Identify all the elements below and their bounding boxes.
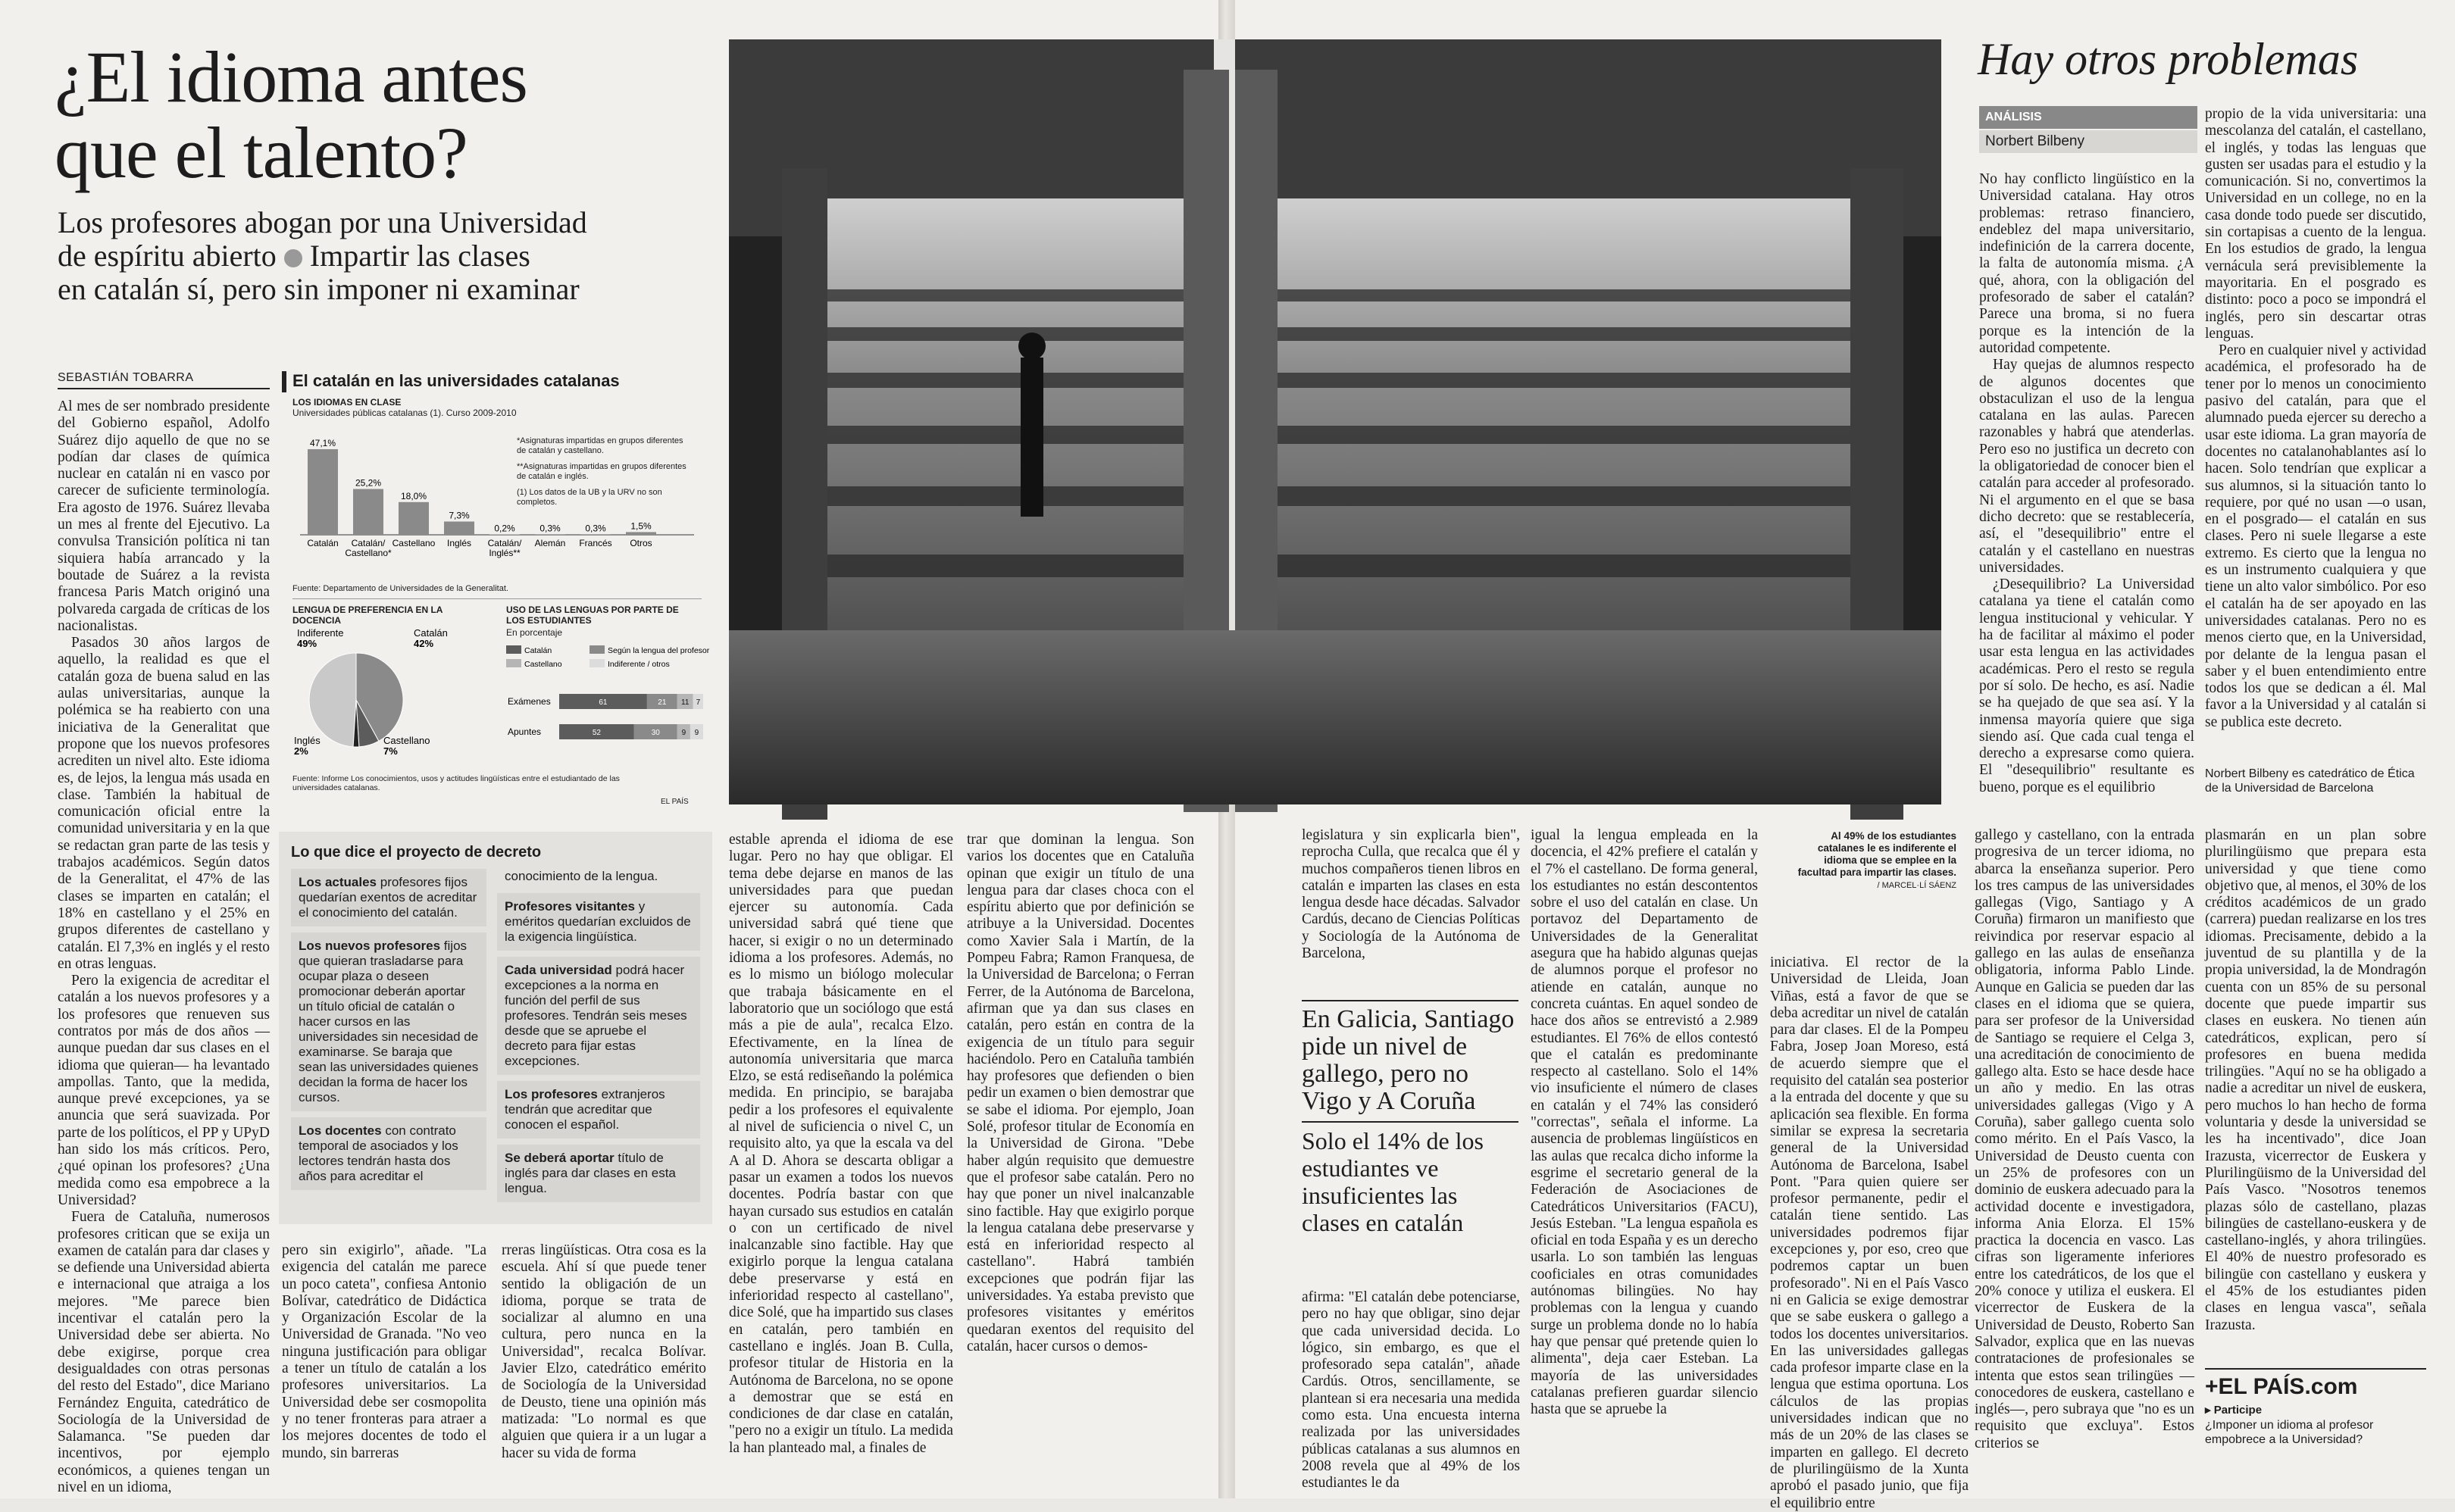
deck	[58, 206, 724, 306]
decree-item-head: Cada universidad	[505, 963, 612, 977]
decree-item-head: Los nuevos profesores	[299, 939, 440, 953]
deck-line-3: en catalán sí, pero sin imponer ni examinar	[58, 273, 724, 306]
infographic-marker	[282, 371, 286, 392]
decree-item-head: Los profesores	[505, 1087, 598, 1101]
note: (1) Los datos de la UB y la URV no son completos.	[517, 488, 691, 508]
decree-box	[279, 832, 712, 1224]
decree-item-head: Los docentes	[299, 1123, 382, 1138]
pie-label: Inglés	[294, 735, 321, 746]
decree-item	[497, 957, 700, 1075]
category-label: Alemán	[535, 538, 566, 548]
article-col-6	[1302, 827, 1520, 994]
paragraph: Fuera de Cataluña, numerosos profesores critican que se exija un examen de catalán para dar clases y se defiende una Universidad abierta e internacional que atraiga a los mejores. "Me parece bien incentivar el catalán pero la Universidad debe ser abierta. No debe exigirse, porque crea desigualdades con otras personas del resto del Estado", dice Mariano Fernández Enguita, catedrático de Sociología de la Universidad de Salamanca. "Se pueden dar incentivos, por ejemplo económicos, a quienes tengan un nivel en un idioma,	[58, 1209, 270, 1496]
segment-value: 7	[696, 698, 701, 707]
segment-value: 9	[695, 729, 699, 737]
category-label: Catalán/	[352, 538, 386, 548]
legend-label: Catalán	[524, 646, 552, 655]
paragraph: legislatura y sin explicarla bien", reprocha Culla, que recalca que él y muchos compañeros tienen libros en catalán e imparten las clases en esta lengua desde hace décadas. Salvador Cardús, decano de Ciencias Políticas y Sociología de la Autónoma de Barcelona,	[1302, 827, 1520, 962]
chart3-title: USO DE LAS LENGUAS POR PARTE DE LOS ESTUDIANTES	[506, 604, 696, 626]
deck-line-2b: Impartir las clases	[310, 239, 530, 273]
category-label: Catalán	[307, 538, 338, 548]
pie-label: Indiferente	[297, 627, 343, 639]
bar-value-label: 47,1%	[310, 438, 336, 448]
category-label: Castellano*	[345, 548, 392, 558]
decree-item	[291, 933, 486, 1111]
bar-value-label: 1,5%	[630, 520, 652, 531]
decree-col-left	[291, 869, 486, 1208]
note: **Asignaturas impartidas en grupos diferentes de catalán e inglés.	[517, 462, 691, 482]
classroom-photo	[729, 39, 1941, 804]
article-col-1	[58, 398, 270, 1482]
pie-label: Catalán	[414, 627, 448, 639]
decree-item	[497, 1081, 700, 1139]
decree-item	[497, 869, 700, 887]
bar	[444, 521, 474, 535]
paragraph: igual la lengua empleada en la docencia, el 42% prefiere el catalán y el 7% el castellano. De forma general, los estudiantes no están descontentos sobre el uso del catalán en clase. Un portavoz del Departamento de Universidades de la Generalitat asegura que ha habido algunas quejas de alumnos porque el profesor no atiende en catalán, aunque no concreta cuántas. En aquel sondeo de hace dos años se entrevistó a 2.989 estudiantes. El 76% de ellos contestó que el catalán es predominante respecto al castellano. Solo el 14% vio insuficiente el número de clases en catalán y el 74% las consideró "correctas", señala el informe. La ausencia de problemas lingüísticos en las aulas que recalca dicho informe la esgrime el secretario general de la Federación de Asociaciones de Catedráticos Universitarios (FACU), Jesús Esteban. "La lengua española es oficial en toda España y es un derecho usarla. Lo son también las lenguas cooficiales en otras comunidades autónomas bilingües. No hay problemas con la lengua y cuando surge un problema donde no lo había hay que pensar qué pretende quien lo alimenta", deja caer Esteban. La mayoría de las universidades catalanas prefieren guardar silencio hasta que se apruebe la	[1531, 827, 1758, 1418]
bar	[399, 502, 429, 535]
decree-item	[497, 1145, 700, 1202]
analysis-tag-label: ANÁLISIS	[1985, 111, 2042, 123]
segment-value: 52	[593, 729, 602, 737]
analysis-tag	[1979, 106, 2197, 129]
article-col-9	[1770, 954, 1969, 1486]
bar	[580, 534, 611, 535]
bar-value-label: 18,0%	[401, 491, 427, 501]
pie-value: 2%	[294, 745, 308, 757]
headline-line-2: que el talento?	[55, 115, 721, 191]
paragraph: No hay conflicto lingüístico en la Universidad catalana. Hay otros problemas: retraso financiero, endeblez del mapa universitario, indefinición de la carrera docente, la falta de autonomía misma. ¿A qué, ahora, con la obligación del profesorado de saber el catalán? Parece una broma, si no fuera porque es la intención de la autoridad competente.	[1979, 171, 2194, 357]
promo-logo: +EL PAÍS.com	[2205, 1374, 2426, 1400]
bar-value-label: 25,2%	[355, 478, 381, 489]
photo-caption	[1793, 830, 1956, 892]
decree-item-text: conocimiento de la lengua.	[505, 869, 658, 883]
galicia-heading: En Galicia, Santiago pide un nivel de gallego, pero no Vigo y A Coruña	[1302, 1000, 1518, 1115]
decree-item-text: fijos que quieran trasladarse para ocupar plaza o deseen promocionar deberán aportar un título oficial de catalán o hacer cursos en las universidades sin necesidad de examinarse. Se baraja que sean las universidades quienes decidan la forma de hacer los cursos.	[299, 939, 478, 1104]
decree-title: Lo que dice el proyecto de decreto	[291, 844, 700, 861]
headline-line-1: ¿El idioma antes	[55, 39, 721, 115]
legend-label: Castellano	[524, 660, 562, 669]
decree-item-head: Se deberá aportar	[505, 1151, 615, 1165]
pie-chart-preferencia	[292, 630, 467, 767]
article-col-2	[282, 1242, 486, 1485]
paragraph: Pero la exigencia de acreditar el catalán a los nuevos profesores y a los profesores que renueven sus contratos por más de dos años —aunque puedan dar sus clases en el idioma que quieran— ha levantado ampollas. Tanto, que la medida, aunque prevé excepciones, ya se anuncia que será suavizada. Por parte de los políticos, el PP y UPyD han sido los más críticos. Pero, ¿qué opinan los profesores? ¿Una medida como esa empobrece a la Universidad?	[58, 973, 270, 1209]
category-label: Exámenes	[508, 696, 551, 707]
deck-line-1: Los profesores abogan por una Universidad	[58, 206, 724, 239]
category-label: Francés	[579, 538, 611, 548]
chart1-subtitle: Universidades públicas catalanas (1). Curso 2009-2010	[292, 408, 517, 418]
paragraph: ¿Desequilibrio? La Universidad catalana ya tiene el catalán como lengua institucional y vehicular. Y ha de facilitar al máximo el poder usar esta lengua en las actividades académicas. Pero el resto se regula por sí solo. De hecho, es así. Nadie se ha quejado de que sea así. Y la inmensa mayoría quiere que siga siendo así. Que cada cual tenga el derecho a expresarse como quiera. El "desequilibrio" resultante es bueno, porque es el equilibrio	[1979, 576, 2194, 796]
chart2-source: Fuente: Informe Los conocimientos, usos y actitudes lingüísticas entre el estudiantado de las universidades catalanas.	[292, 774, 626, 792]
article-col-3	[502, 1242, 706, 1485]
paragraph: trar que dominan la lengua. Son varios los docentes que en Cataluña opinan que exigir un título de una lengua para dar clases choca con el espíritu abierto que por definición se atribuye a la Universidad. Docentes como Xavier Sala i Martín, de la Pompeu Fabra; Ramon Franquesa, de la Universidad de Barcelona; o Ferran Ferrer, de la Autónoma de Barcelona, afirman que ya dan sus clases en catalán, pero están en contra de la exigencia de un título para seguir haciéndolo. Pero en Cataluña también hay profesores que defienden o bien pedir un examen o bien demostrar que se sabe el idioma. Por ejemplo, Joan Solé, profesor titular de Economía en la Universidad de Girona. "Debe haber algún requisito que demuestre que el profesor sabe catalán. Pero no hay que poner un nivel inalcanzable sino factible. Hay que exigirlo porque la lengua catalana debe preservarse y está en inferioridad respecto al castellano". Habrá también excepciones que podrán fijar las universidades. Ya estaba previsto que profesores visitantes y eméritos quedaran exentos del requisito del catalán, hacer cursos o demos-	[967, 832, 1194, 1355]
analysis-col-1	[1979, 171, 2194, 804]
pie-slice	[309, 653, 356, 747]
legend-swatch	[506, 659, 521, 667]
chart2-title: LENGUA DE PREFERENCIA EN LA DOCENCIA	[292, 604, 467, 626]
stacked-bar-estudiantes	[506, 641, 703, 754]
pie-value: 49%	[297, 638, 317, 649]
decree-item-text: profesores fijos quedarían exentos de acreditar el conocimiento del catalán.	[299, 875, 477, 920]
paragraph: pero sin exigirlo", añade. "La exigencia del catalán me parece un poco cateta", confiesa Antonio Bolívar, catedrático de Didáctica y Organización Escolar de la Universidad de Granada. "No veo ninguna justificación para obligar a tener un título de catalán a los profesores universitarios. La Universidad debe ser cosmopolita y no tener fronteras para atraer a los mejores docentes de todo el mundo, sin barreras	[282, 1242, 486, 1462]
paragraph: estable aprenda el idioma de ese lugar. Pero no hay que obligar. El tema debe dejarse en manos de las universidades para que puedan ejercer su autonomía. Cada universidad sabrá qué tiene que hacer, si exigir o no un determinado idioma a los profesores. Además, no es lo mismo un biólogo molecular que trabaja básicamente en el laboratorio que un sociólogo que está más a pie de aula", recalca Elzo. Efectivamente, en la línea de autonomía universitaria que marca Elzo, se está rediseñando la polémica medida. En principio, se barajaba pedir a los profesores el equivalente al nivel de suficiencia o nivel C, un requisito alto, ya que la escala va del A al D. Ahora se descarta obligar a pasar un examen a todos los nuevos docentes. Podría bastar con que hayan cursado sus estudios en catalán o con un certificado de nivel inalcanzable sino factible. Hay que exigirlo porque la lengua catalana debe preservarse y está en inferioridad respecto al castellano", dice Solé, que ha impartido sus clases en catalán, pero también en castellano e inglés. Joan B. Culla, profesor titular de Historia en la Autónoma de Barcelona, no se opone a demostrar que se está en condiciones de dar clase en catalán, "pero no a exigir un título. La medida la han planteado mal, a finales de	[729, 832, 953, 1457]
credit: EL PAÍS	[661, 797, 689, 808]
infographic	[282, 368, 706, 812]
decree-item-head: Profesores visitantes	[505, 899, 635, 914]
infographic-title: El catalán en las universidades catalanas	[292, 371, 620, 391]
article-col-8	[1531, 827, 1758, 1486]
legend-swatch	[590, 659, 605, 667]
decree-item-text: con contrato temporal de asociados y los lectores tendrán hasta dos años para acreditar el	[299, 1123, 458, 1183]
category-label: Inglés**	[489, 548, 521, 558]
paragraph: Pasados 30 años largos de aquello, la realidad es que el catalán goza de buena salud en las aulas universitarias, aunque la polémica se ha reabierto con una iniciativa de la Generalitat que propone que los nuevos profesores acrediten un nivel alto. Este idioma es, de lejos, la lengua más usada en clase. También la habitual de comunicación oficial entre la comunidad universitaria y en la que se redactan gran parte de las tesis y trabajos académicos. Según datos de la Generalitat, el 47% de las clases se imparten en catalán; el 18% en castellano y el 25% en grupos diferentes de castellano y catalán. El 7,3% en inglés y el resto en otras lenguas.	[58, 635, 270, 973]
article-col-5	[967, 832, 1194, 1485]
legend-swatch	[590, 645, 605, 654]
bar	[308, 449, 338, 535]
decree-col-right	[497, 869, 700, 1208]
category-label: Inglés	[447, 538, 471, 548]
decree-item-text: extranjeros tendrán que acreditar que conocen el español.	[505, 1087, 665, 1132]
article-col-11	[2205, 827, 2426, 1362]
note: *Asignaturas impartidas en grupos diferentes de catalán y castellano.	[517, 436, 691, 456]
category-label: Castellano	[392, 538, 436, 548]
chart1-title: LOS IDIOMAS EN CLASE	[292, 397, 401, 408]
decree-columns	[291, 869, 700, 1208]
paragraph: afirma: "El catalán debe potenciarse, pero no hay que obligar, sino dejar que cada universidad decida. Lo lógico, sin embargo, es que el profesorado sepa catalán", añade Cardús. Otros, sencillamente, se plantean si era necesaria una medida como esta. Una encuesta interna realizada por las universidades públicas catalanas a sus alumnos en 2008 revela que al 49% de los estudiantes le da	[1302, 1289, 1520, 1492]
bar	[353, 489, 383, 535]
article-col-10	[1975, 827, 2194, 1486]
legend-label: Según la lengua del profesor	[608, 646, 710, 655]
photo-illustration	[729, 39, 1941, 804]
category-label: Otros	[630, 538, 652, 548]
promo-question[interactable]: ¿Imponer un idioma al profesor empobrece a la Universidad?	[2205, 1418, 2426, 1447]
analysis-col-2	[2205, 106, 2426, 765]
paragraph: Pero en cualquier nivel y actividad académica, el profesorado ha de tener por lo menos un conocimiento pasivo del catalán, para que el alumnado pueda ejercer su derecho a usar este idioma. La gran mayoría de docentes no catalanohablantes así lo hacen. Solo tendrían que explicar a sus alumnos, si la situación tanto lo requiere, por qué no usan —o usan, en el posgrado— el catalán en sus clases. Pero ni suele llegarse a este extremo. Es cierto que la lengua no es un instrumento cualquiera y que tiene un alto valor simbólico. Por eso el catalán ha de ser apoyado en las universidades catalanas. Pero no es menos cierto que, en la Universidad, por delante de la lengua pasan el saber y el buen entendimiento entre todos los que se dedican a él. Mal favor a la Universidad y al catalán si se publica este decreto.	[2205, 342, 2426, 731]
byline: SEBASTIÁN TOBARRA	[58, 371, 270, 389]
decree-item	[291, 869, 486, 926]
bar-value-label: 0,3%	[539, 523, 561, 533]
bar	[535, 534, 565, 535]
segment-value: 21	[658, 698, 667, 707]
pull-heading: Solo el 14% de los estudiantes ve insuficientes las clases en catalán	[1302, 1121, 1518, 1236]
pie-value: 42%	[414, 638, 433, 649]
decree-item-text: podrá hacer excepciones a la norma en función del perfil de sus profesores. Tendrán seis meses desde que se apruebe el decreto para fijar estas excepciones.	[505, 963, 687, 1068]
deck-line-2: de espíritu abierto	[58, 239, 277, 273]
deck-line-2-wrap	[58, 239, 724, 273]
web-promo[interactable]	[2205, 1368, 2426, 1482]
paragraph: Al mes de ser nombrado presidente del Gobierno español, Adolfo Suárez dijo aquello de que no se podían dar clases de química nuclear en catalán ni en vasco por carecer de suficiente terminología. Era agosto de 1976. Suárez llevaba un mes al frente del Ejecutivo. La convulsa Transición política ni tan siquiera había arrancado y la boutade de Suárez a la revista francesa Paris Match originó una polvareda cargada de críticas de los nacionalistas.	[58, 398, 270, 635]
article-col-4	[729, 832, 953, 1485]
decree-item	[497, 893, 700, 951]
segment-value: 9	[682, 729, 686, 737]
bar	[626, 532, 656, 535]
chart1-source: Fuente: Departamento de Universidades de la Generalitat.	[292, 583, 508, 594]
category-label: Catalán/	[488, 538, 522, 548]
divider	[292, 598, 702, 599]
paragraph: propio de la vida universitaria: una mescolanza del catalán, el castellano, el inglés, y todas las lenguas que gusten ser usadas para el estudio y la comunicación. Si no, convertimos la Universidad en un college, no en la casa donde todo puede ser discutido, sin cortapisas a cuento de la lengua. En los estudios de grado, la lengua vernácula será previsiblemente la mayoritaria. En el posgrado es distinto: poco a poco se impondrá el inglés, pero sin descartar otras lenguas.	[2205, 106, 2426, 342]
article-col-7	[1302, 1289, 1520, 1486]
legend-label: Indiferente / otros	[608, 660, 670, 669]
analysis-author: Norbert Bilbeny	[1979, 130, 2197, 153]
legend-swatch	[506, 645, 521, 654]
segment-value: 11	[681, 698, 690, 707]
decree-item-text: y eméritos quedarían excluidos de la exigencia lingüística.	[505, 899, 691, 944]
bar-value-label: 0,2%	[494, 523, 515, 534]
bar-value-label: 7,3%	[449, 510, 470, 520]
segment-value: 61	[599, 698, 608, 707]
pie-value: 7%	[383, 745, 398, 757]
main-headline	[55, 39, 721, 191]
promo-label: ▸ Participe	[2205, 1403, 2426, 1417]
caption-text: Al 49% de los estudiantes catalanes le es indiferente el idioma que se emplee en la facultad para impartir las clases.	[1798, 830, 1956, 878]
bar-value-label: 0,3%	[585, 523, 606, 533]
chart1-notes	[517, 436, 691, 508]
decree-item-text: título de inglés para dar clases en esta lengua.	[505, 1151, 676, 1195]
category-label: Apuntes	[508, 726, 541, 737]
paragraph: iniciativa. El rector de la Universidad de Lleida, Joan Viñas, está a favor de que se deba acreditar un nivel de catalán para dar clases. El de la Pompeu Fabra, Josep Joan Moreso, está de acuerdo siempre que el requisito del catalán sea posterior a la entrada del docente y que su aplicación sea flexible. En forma similar se expresa la secretaria general de la Universidad Autónoma de Barcelona, Isabel Pont. "Para quien quiere ser profesor permanente, pedir el catalán tiene sentido. Las universidades podremos fijar excepciones y, por eso, creo que podremos captar un buen profesorado". Ni en el País Vasco ni en Galicia se exige demostrar que se sabe euskera o gallego a todos los docentes universitarios. En las universidades gallegas cada profesor imparte clase en la lengua que estima oportuna. Los cálculos de las propias universidades indican que no más de un 20% de las clases se imparten en gallego. El decreto de plurilingüismo de la Xunta aprobó el pasado junio, que fija el equilibrio entre	[1770, 954, 1969, 1512]
paragraph: Hay quejas de alumnos respecto de algunos docentes que obstaculizan el uso de la lengua catalana en las aulas. Parecen razonables y habrá que atenderlas. Pero eso no justifica un decreto con la obligatoriedad de conocer bien el catalán para acceder al profesorado. Ni el argumento en el que se basa dicho decreto: que se restablecería, así, el "desequilibrio" entre el catalán y el castellano en nuestras universidades.	[1979, 357, 2194, 576]
decree-item	[291, 1117, 486, 1190]
pie-label: Castellano	[383, 735, 430, 746]
segment-value: 30	[652, 729, 661, 737]
photo-credit: / MARCEL·LÍ SÁENZ	[1877, 881, 1956, 890]
paragraph: gallego y castellano, con la entrada progresiva de un tercer idioma, no abarca la enseñanza superior. Pero los tres campus de las universidades gallegas (Vigo, Santiago y A Coruña) firmaron un manifiesto que reivindica por reservar espacio al gallego en las aulas de enseñanza obligatoria, informa Pablo Linde. Aunque en Galicia se pueden dar las clases en el idioma que se quiera, para ser profesor de la Universidad de Santiago se requiere el Celga 3, una acreditación de conocimiento de gallego alta. Esto se hace desde hace un año y medio. En las otras universidades gallegas (Vigo y A Coruña), saber gallego cuenta solo como mérito. En el País Vasco, la Universidad de Deusto cuenta con un 25% de profesores con un dominio de euskera adecuado para la actividad docente e investigadora, informa Ania Elorza. El 15% practica la docencia en vasco. Las cifras son ligeramente inferiores entre los catedráticos, de los que el 20% conoce y utiliza el euskera. El vicerrector de Euskera de la Universidad de Deusto, Roberto San Salvador, explica que en las nuevas contrataciones de profesionales se intenta que estos sean trilingües —conocedores de euskera, castellano e inglés—, pero subraya que "no es un requisito que excluya". Estos criterios se	[1975, 827, 2194, 1452]
paragraph: plasmarán en un plan sobre plurilingüismo que prepara esta universidad y que tiene como objetivo que, al menos, el 30% de los créditos académicos de un grado (carrera) puedan realizarse en los tres idiomas. Precisamente, debido a la juventud de su plantilla y de la propia universidad, la de Mondragón cuenta con un 85% de su personal docente que puede impartir sus clases en euskera. No tienen aún catedráticos, explican, pero sí profesores en buena medida trilingües. "Aquí no se ha obligado a nadie a acreditar un nivel de euskera, pero muchos lo han hecho de forma voluntaria y desde la universidad se les ha incentivado", dice Joan Irazusta, vicerrector de Euskera y Plurilingüismo de la Universidad del País Vasco. "Nosotros tenemos plazas sólo de castellano, plazas bilingües de castellano-euskera y de castellano-inglés, y ahora trilingües. El 40% de nuestro profesorado es bilingüe con castellano y euskera y el 45% de los estudiantes piden clases en lengua vasca", señala Irazusta.	[2205, 827, 2426, 1334]
chart3-subtitle: En porcentaje	[506, 627, 562, 638]
bullet-icon	[284, 249, 302, 267]
paragraph: rreras lingüísticas. Otra cosa es la escuela. Ahí sí que puede tener sentido la obligación de un idioma, porque se trata de socializar al alumno en una cultura, pero nunca en la Universidad", recalca Bolívar. Javier Elzo, catedrático emérito de Sociología de la Universidad de Deusto, tiene una opinión más matizada: "Lo normal es que alguien que quiera ir a un lugar a hacer su vida de forma	[502, 1242, 706, 1462]
decree-item-head: Los actuales	[299, 875, 377, 889]
analysis-headline: Hay otros problemas	[1978, 33, 2358, 86]
author-bio: Norbert Bilbeny es catedrático de Ética de la Universidad de Barcelona	[2205, 767, 2426, 795]
